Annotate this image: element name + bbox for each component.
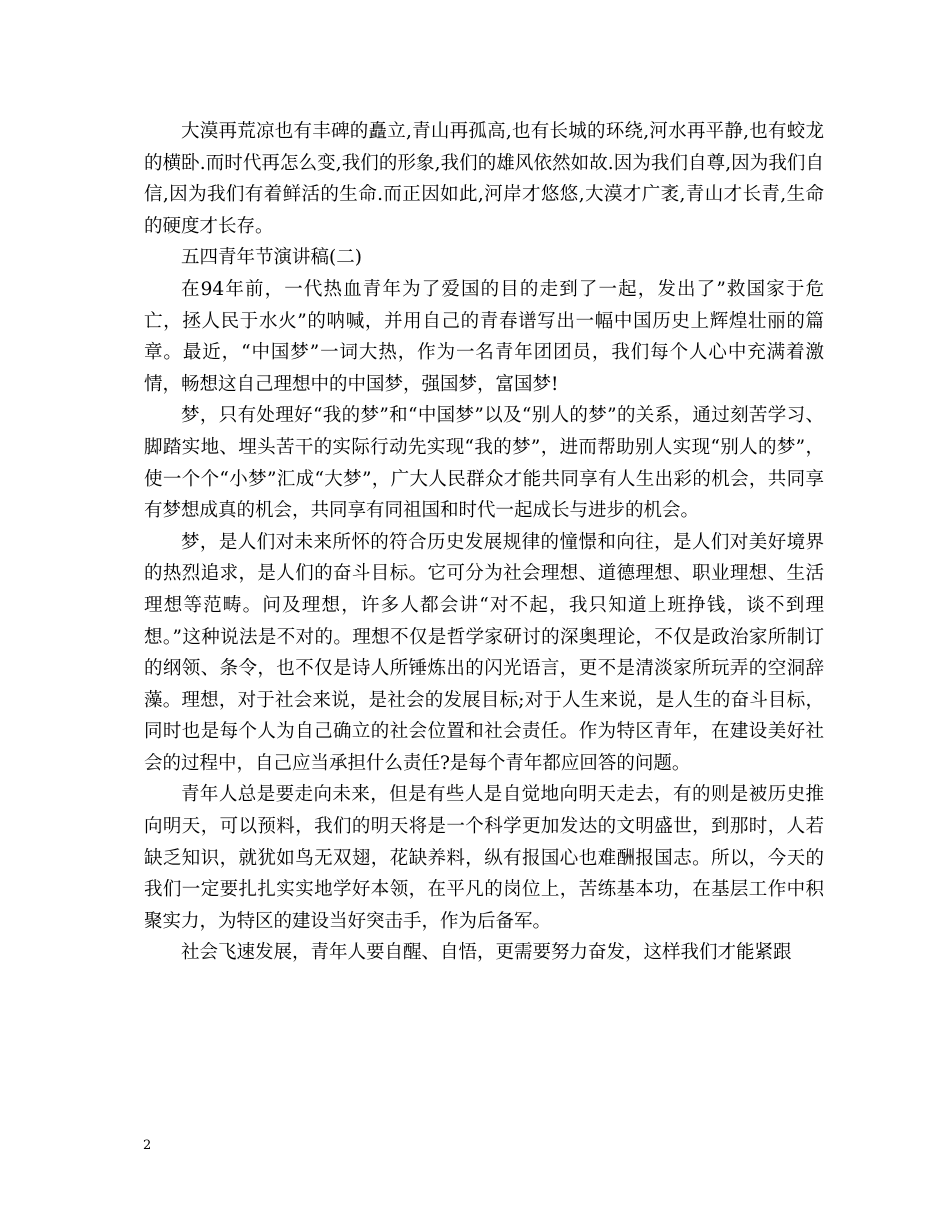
- paragraph-2: 在94年前，一代热血青年为了爱国的目的走到了一起，发出了”救国家于危亡，拯人民于水火”的呐喊，并用自己的青春谱写出一幅中国历史上辉煌壮丽的篇章。最近，“中国梦”一词大热，作为一名青年团团员，我们每个人心中充满着激情，畅想这自己理想中的中国梦，强国梦，富国梦!: [144, 278, 824, 395]
- document-body: [144, 116, 824, 969]
- paragraph-4: 梦，是人们对未来所怀的符合历史发展规律的憧憬和向往，是人们对美好境界的热烈追求，是人们的奋斗目标。它可分为社会理想、道德理想、职业理想、生活理想等范畴。问及理想，许多人都会讲“对不起，我只知道上班挣钱，谈不到理想。”这种说法是不对的。理想不仅是哲学家研讨的深奥理论，不仅是政治家所制订的纲领、条令，也不仅是诗人所锤炼出的闪光语言，更不是清淡家所玩弄的空洞辞藻。理想，对于社会来说，是社会的发展目标;对于人生来说，是人生的奋斗目标，同时也是每个人为自己确立的社会位置和社会责任。作为特区青年，在建设美好社会的过程中，自己应当承担什么责任?是每个青年都应回答的问题。: [144, 531, 824, 774]
- paragraph-5: 青年人总是要走向未来，但是有些人是自觉地向明天走去，有的则是被历史推向明天，可以预料，我们的明天将是一个科学更加发达的文明盛世，到那时，人若缺乏知识，就犹如鸟无双翅，花缺养料，纵有报国心也难酬报国志。所以，今天的我们一定要扎扎实实地学好本领，在平凡的岗位上，苦练基本功，在基层工作中积聚实力，为特区的建设当好突击手，作为后备军。: [144, 784, 824, 932]
- page-number: 2: [143, 1138, 152, 1153]
- paragraph-6: 社会飞速发展，青年人要自醒、自悟，更需要努力奋发，这样我们才能紧跟: [181, 942, 792, 964]
- section-heading: 五四青年节演讲稿(二): [181, 247, 362, 269]
- paragraph-1: 大漠再荒凉也有丰碑的矗立,青山再孤高,也有长城的环绕,河水再平静,也有蛟龙的横卧.而时代再怎么变,我们的形象,我们的雄风依然如故.因为我们自尊,因为我们自信,因为我们有着鲜活的生命.而正因如此,河岸才悠悠,大漠才广袤,青山才长青,生命的硬度才长存。: [144, 121, 824, 237]
- paragraph-3: 梦，只有处理好“我的梦”和“中国梦”以及“别人的梦”的关系，通过刻苦学习、脚踏实地、埋头苦干的实际行动先实现“我的梦”，进而帮助别人实现“别人的梦”，使一个个“小梦”汇成“大梦”，广大人民群众才能共同享有人生出彩的机会，共同享有梦想成真的机会，共同享有同祖国和时代一起成长与进步的机会。: [144, 405, 824, 522]
